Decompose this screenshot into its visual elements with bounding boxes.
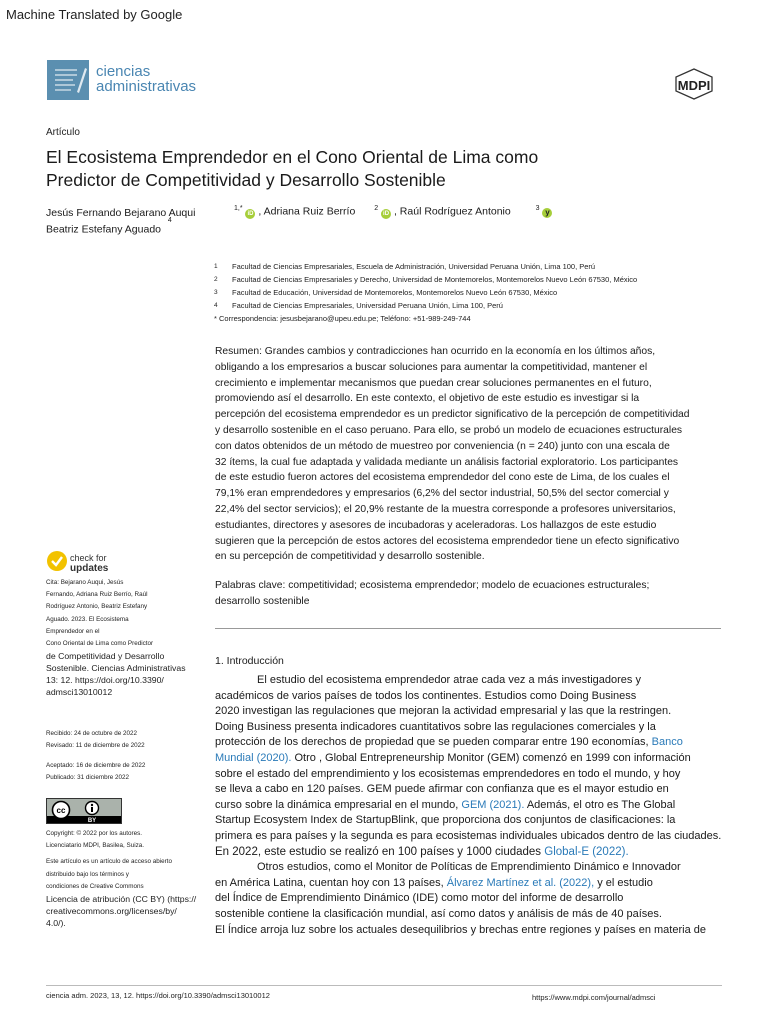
title-line-2: Predictor de Competitividad y Desarrollo Sostenible xyxy=(46,170,446,190)
author-affil-sup: 3 xyxy=(535,205,540,212)
author-list xyxy=(46,207,195,219)
footer-divider xyxy=(46,985,722,986)
citation-link[interactable]: Banco xyxy=(651,736,683,749)
publication-dates: Recibido: 24 de octubre de 2022 Revisado: 11 de diciembre de 2022 Aceptado: 16 de diciembre de 2022 Publicado: 31 diciembre 2022 xyxy=(46,730,146,781)
affiliation-item: 4 Facultad de Ciencias Empresariales, Universidad Peruana Unión, Lima 100, Perú xyxy=(214,301,503,310)
orcid-icon[interactable]: y xyxy=(542,208,552,218)
section-heading: 1. Introducción xyxy=(215,655,284,667)
article-type: Artículo xyxy=(46,127,80,138)
abstract: Resumen: Grandes cambios y contradicciones han ocurrido en la economía en los últimos años, obligando a los empresarios a buscar soluciones para aumentar la competitividad, mantener el crecimiento e implementar mecanismos que puedan crear soluciones permanentes en el futuro, promoviendo así el desarrollo. En este contexto, el objetivo de este estudio es investigar si la percepción del ecosistema emprendedor es un predictor significativo de la percepción de competitividad y desarrollo sostenible en el caso peruano. Para ello, se probó un modelo de ecuaciones estructurales con datos obtenidos de un método de muestreo por conveniencia (n = 240) junto con una escala de 32 ítems, la cual fue adaptada y validada mediante un análisis factorial exploratorio. Los participantes de este estudio fueron actores del ecosistema emprendedor del cono este de Lima, de los cuales el 79,1% eran emprendedores y empresarios (6,2% del sector industrial, 50,5% del sector comercial y 22,4% del sector servicios); el 20,9% restante de la muestra corresponde a profesores universitarios, estudiantes, directores y asesores de incubadoras y aceleradoras. Los hallazgos de este estudio sugieren que la percepción de estos actores del ecosistema emprendedor tiene un efecto significativo en su percepción de competitividad y desarrollo sostenible. xyxy=(215,346,690,563)
check-updates-icon[interactable] xyxy=(46,550,68,577)
cc-by-license-icon[interactable] xyxy=(46,798,122,824)
check-updates-label[interactable]: check for updates xyxy=(70,553,109,574)
license-link[interactable]: creativecommons.org/licenses/by/ xyxy=(46,906,177,917)
orcid-icon[interactable]: iD xyxy=(383,210,390,217)
author-affil-sup: 2 xyxy=(374,205,379,212)
license-text: Copyright: © 2022 por los autores. Licenciatario MDPI, Basilea, Suiza. Este artículo es un artículo de acceso abierto distribuido bajo los términos y condiciones de Creative Commons Licencia de atribución (CC BY) (https:// creativecommons.org/licenses/by/ 4.0/). xyxy=(46,828,211,929)
cc-badge-by: BY xyxy=(87,818,97,823)
citation-block: Cita: Bejarano Auqui, Jesús Fernando, Adriana Ruiz Berrío, Raúl Rodríguez Antonio, Beatriz Estefany Aguado. 2023. El Ecosistema Emprendedor en el Cono Oriental de Lima como Predictor de Competitividad y Desarrollo Sostenible. Ciencias Administrativas 13: 12. https://doi.org/10.3390/ admsci13010012 xyxy=(46,577,211,698)
page-title xyxy=(46,146,686,192)
orcid-icon[interactable]: iD xyxy=(247,210,254,217)
mdpi-logo-text: MDPI xyxy=(677,78,711,93)
journal-name: ciencias administrativas xyxy=(96,63,197,95)
section-divider xyxy=(215,628,721,629)
machine-translation-banner: Machine Translated by Google xyxy=(6,7,183,22)
affiliation-item: 1 Facultad de Ciencias Empresariales, Escuela de Administración, Universidad Peruana Unión, Lima 100, Perú xyxy=(214,262,596,271)
author-name: Beatriz Estefany Aguado xyxy=(46,223,161,236)
author-list-cont xyxy=(234,205,552,219)
title-line-1: El Ecosistema Emprendedor en el Cono Oriental de Lima como xyxy=(46,147,539,167)
author-list-line2 xyxy=(46,217,172,236)
cc-badge-text: cc xyxy=(56,806,66,815)
body-text: El estudio del ecosistema emprendedor atrae cada vez a más investigadores y académicos de varios países de todos los continentes. Estudios como Doing Business 2020 investigan las regulaciones que mejoran la actividad empresarial y las que la restringen. Doing Business presenta indicadores cuantitativos sobre las regulaciones comerciales y la protección de los derechos de propiedad que se pueden comparar entre 190 economías, Banco Mundial (2020). Otro , Global Entrepreneurship Monitor (GEM) comenzó en 1999 con información sobre el estado del emprendimiento y los ecosistemas emprendedores en todo el mundo, y hoy se lleva a cabo en 120 países. GEM puede afirmar con confianza que es el mayor estudio en curso sobre la dinámica empresarial en el mundo, GEM (2021). Además, el otro es The Global Startup Ecosystem Index de StartupBlink, que proporciona dos conjuntos de clasificaciones: la primera es para países y la segunda es para ecosistemas individuales ubicados dentro de las ciudades. En 2022, este estudio se realizó en 100 países y 1000 ciudades Global-E (2022). Otros estudios, como el Monitor de Políticas de Emprendimiento Dinámico e Innovador en América Latina, cuentan hoy con 13 países, Álvarez Martínez et al. (2022), y el estudio del Índice de Emprendimiento Dinámico (IDE) como motor del informe de desarrollo sostenible contiene la clasificación mundial, así como datos y análisis de más de 40 países. El Índice arroja luz sobre los actuales desequilibrios y brechas entre regiones y países en materia de xyxy=(215,674,722,936)
doi-link[interactable]: 13: 12. https://doi.org/10.3390/ xyxy=(46,675,164,686)
author-affil-sup: 4 xyxy=(167,217,172,224)
mdpi-logo xyxy=(668,68,720,105)
keywords: Palabras clave: competitividad; ecosistema emprendedor; modelo de ecuaciones estructurales; desarrollo sostenible xyxy=(215,580,650,607)
citation-link[interactable]: Álvarez Martínez et al. (2022), xyxy=(446,876,595,889)
affiliations xyxy=(214,261,734,326)
footer-citation: ciencia adm. 2023, 13, 12. https://doi.org/10.3390/admsci13010012 xyxy=(46,991,270,1000)
footer-journal-link[interactable]: https://www.mdpi.com/journal/admsci xyxy=(532,993,656,1002)
citation-link[interactable]: GEM (2021). xyxy=(461,798,525,811)
journal-logo-icon xyxy=(47,60,89,100)
correspondence: * Correspondencia: jesusbejarano@upeu.edu.pe; Teléfono: +51-989-249-744 xyxy=(214,314,471,323)
citation-link[interactable]: Global-E (2022). xyxy=(544,845,629,858)
author-name: Jesús Fernando Bejarano Auqui xyxy=(46,207,196,219)
citation-link[interactable]: Mundial (2020). xyxy=(215,751,292,764)
author-affil-sup: 1,* xyxy=(234,205,243,212)
author-name: , Adriana Ruiz Berrío xyxy=(258,205,356,218)
author-name: , Raúl Rodríguez Antonio xyxy=(393,205,511,218)
affiliation-item: 3 Facultad de Educación, Universidad de Montemorelos, Montemorelos Nuevo León 67530, México xyxy=(214,288,558,297)
affiliation-item: 2 Facultad de Ciencias Empresariales y Derecho, Universidad de Montemorelos, Montemorelos Nuevo León 67530, México xyxy=(214,275,638,284)
